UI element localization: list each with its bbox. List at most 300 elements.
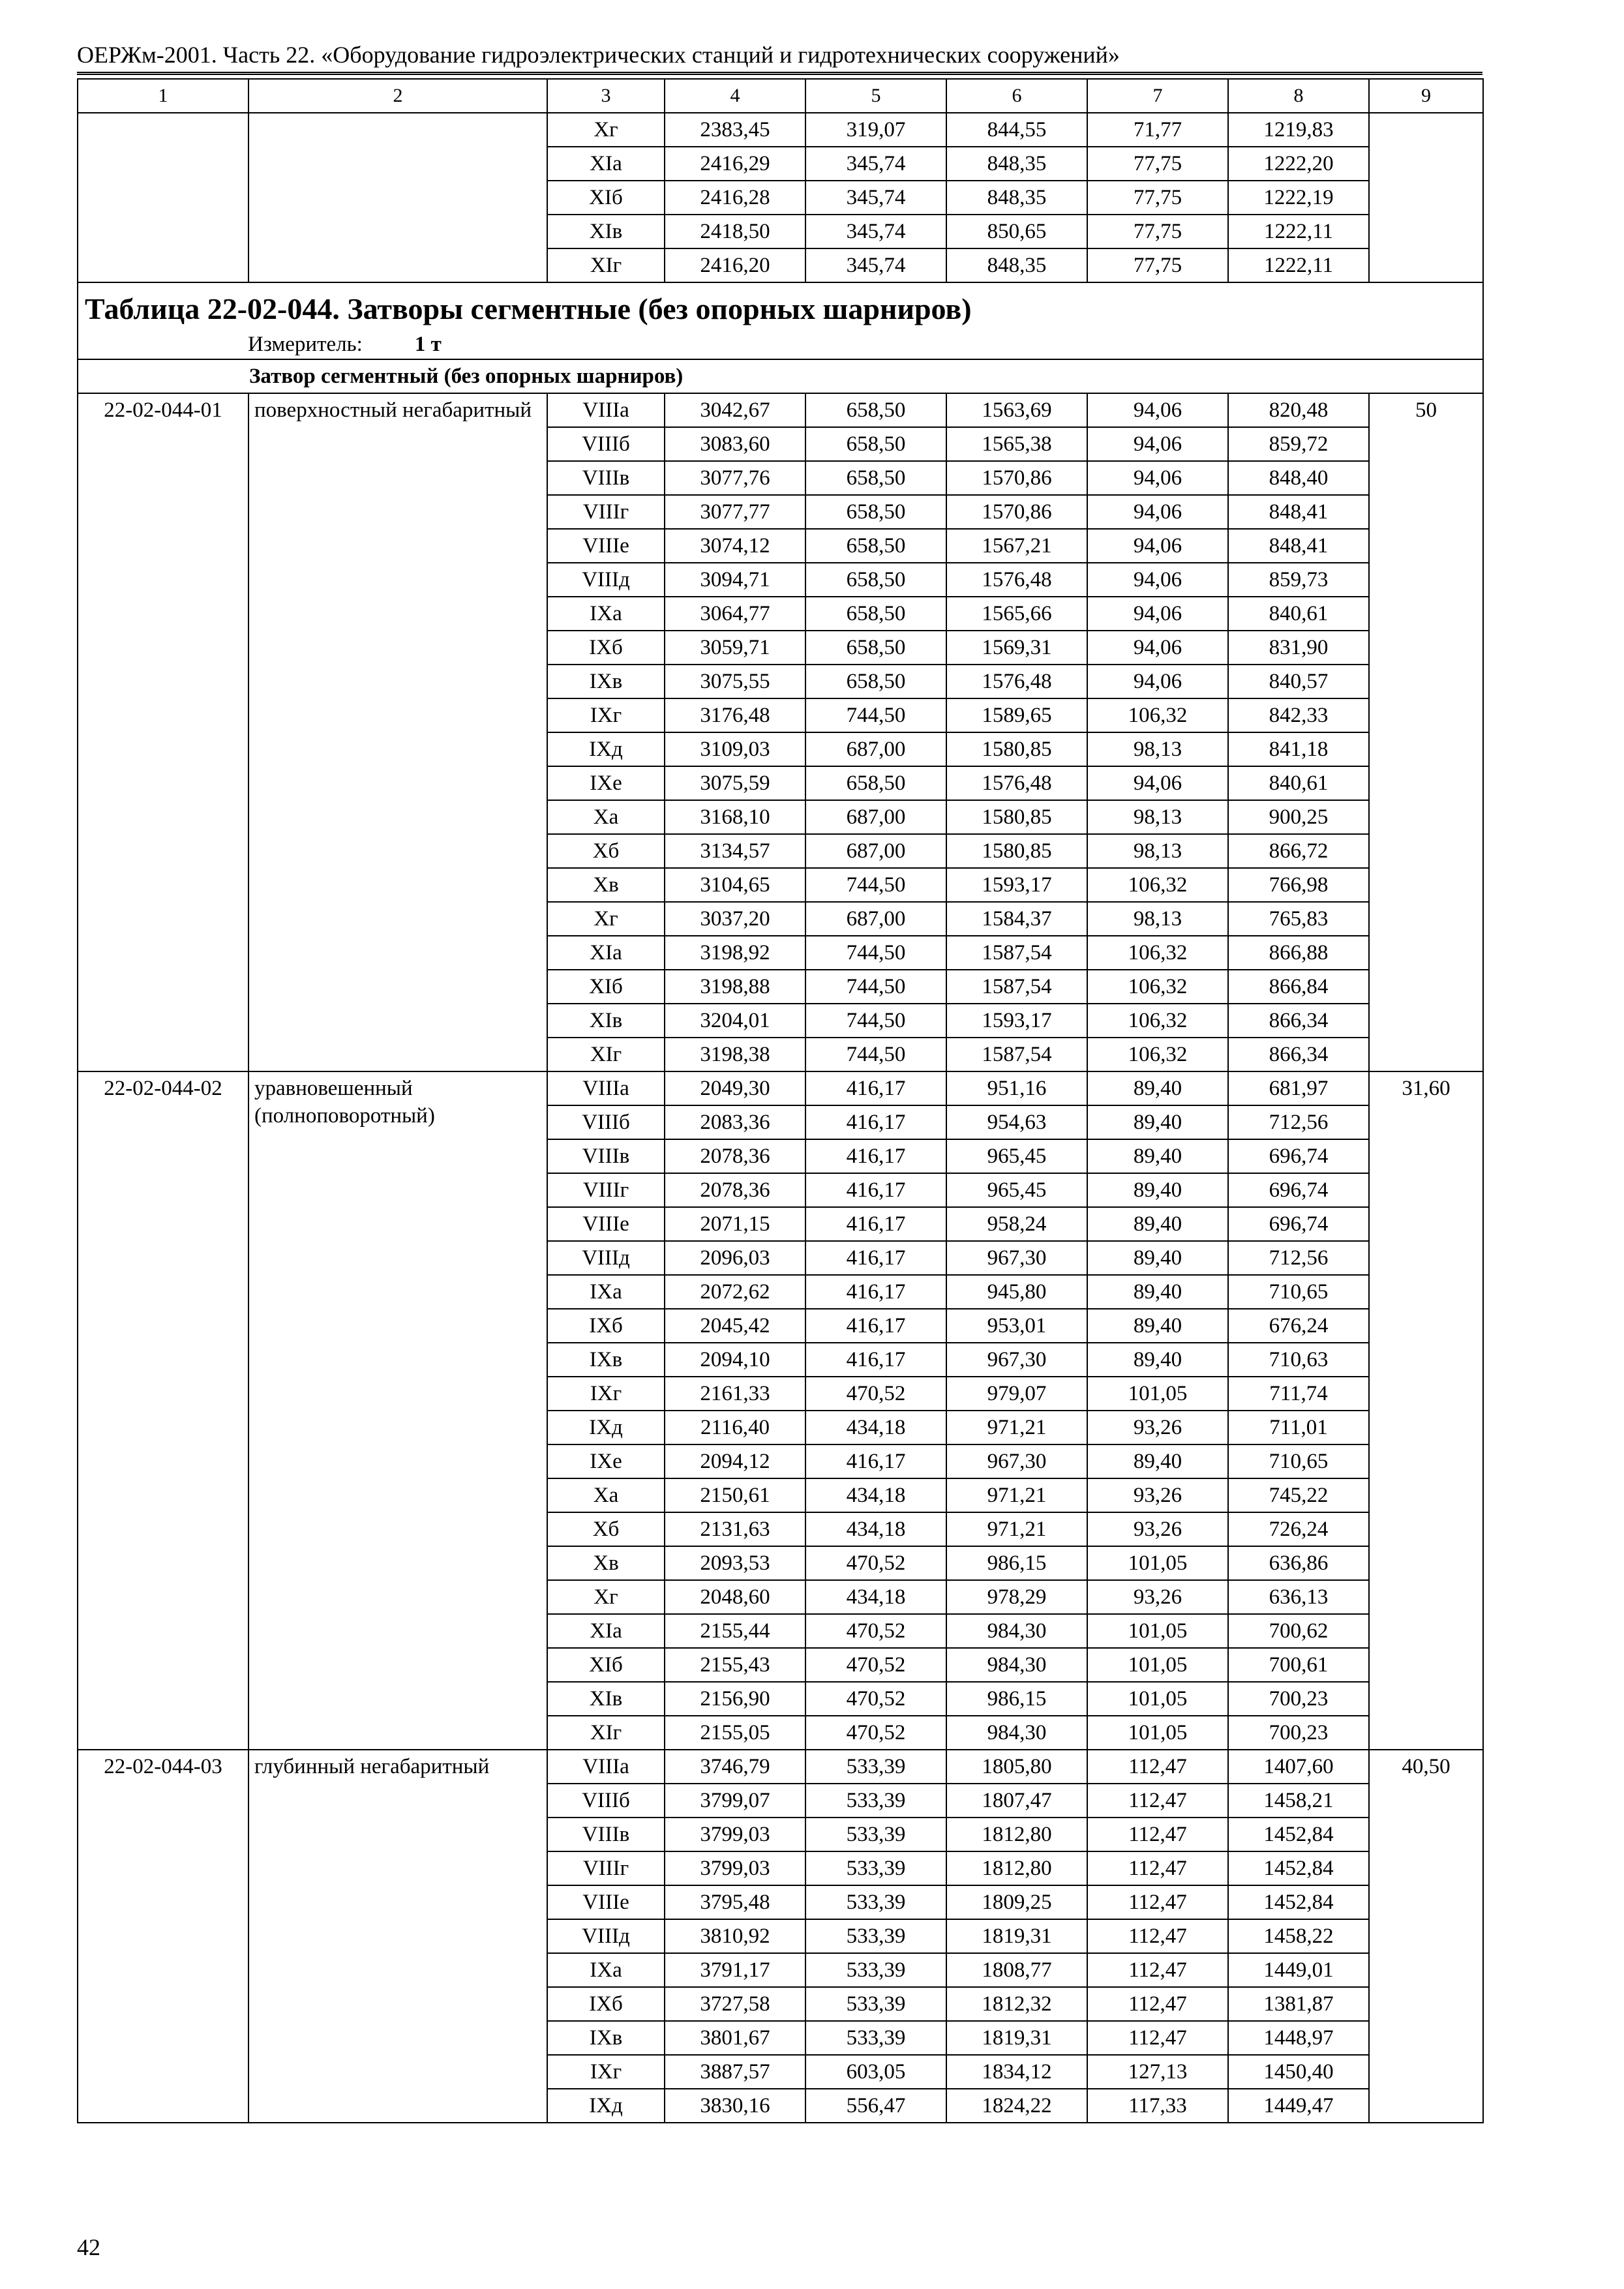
subheading-row [78, 359, 1483, 393]
table-body [78, 79, 1483, 2123]
wages-cell: 533,39 [805, 1851, 946, 1885]
region-cell: VIIIа [547, 393, 665, 427]
wages-cell: 416,17 [805, 1241, 946, 1275]
cost-total-cell: 3799,03 [665, 1818, 805, 1851]
wages-cell: 416,17 [805, 1275, 946, 1309]
wages-cell: 416,17 [805, 1071, 946, 1105]
page-header: ОЕРЖм-2001. Часть 22. «Оборудование гидроэлектрических станций и гидротехнических сооружений» [77, 38, 1482, 75]
cost-total-cell: 2155,43 [665, 1648, 805, 1682]
wages-cell: 416,17 [805, 1139, 946, 1173]
region-cell: Хг [547, 113, 665, 147]
materials-cell: 840,61 [1228, 766, 1369, 800]
materials-cell: 700,23 [1228, 1716, 1369, 1750]
region-cell: IХб [547, 1309, 665, 1343]
machines-cell: 984,30 [946, 1614, 1087, 1648]
cost-total-cell: 3059,71 [665, 631, 805, 665]
cost-total-cell: 3801,67 [665, 2021, 805, 2055]
region-cell: IХа [547, 1953, 665, 1987]
machines-cell: 1580,85 [946, 800, 1087, 834]
machines-cell: 954,63 [946, 1105, 1087, 1139]
region-cell: IХв [547, 2021, 665, 2055]
wages-cell: 744,50 [805, 970, 946, 1004]
machines-cell: 848,35 [946, 181, 1087, 215]
machines-cell: 967,30 [946, 1241, 1087, 1275]
machines-cell: 965,45 [946, 1173, 1087, 1207]
wages-cell: 434,18 [805, 1580, 946, 1614]
wages-cell: 345,74 [805, 147, 946, 181]
code-cell: 22-02-044-02 [78, 1071, 248, 1750]
wages-cell: 470,52 [805, 1716, 946, 1750]
region-cell: VIIIг [547, 1173, 665, 1207]
materials-cell: 710,65 [1228, 1275, 1369, 1309]
machines-cell: 986,15 [946, 1546, 1087, 1580]
machinist-wages-cell: 89,40 [1087, 1309, 1228, 1343]
machines-cell: 1587,54 [946, 970, 1087, 1004]
machines-cell: 1576,48 [946, 766, 1087, 800]
wages-cell: 533,39 [805, 1784, 946, 1818]
page-number: 42 [77, 2234, 100, 2260]
materials-cell: 1449,01 [1228, 1953, 1369, 1987]
region-cell: IХг [547, 698, 665, 732]
materials-cell: 840,57 [1228, 665, 1369, 698]
materials-cell: 681,97 [1228, 1071, 1369, 1105]
materials-cell: 696,74 [1228, 1139, 1369, 1173]
wages-cell: 744,50 [805, 698, 946, 732]
region-cell: VIIIв [547, 461, 665, 495]
column-number: 4 [665, 79, 805, 113]
materials-cell: 866,88 [1228, 936, 1369, 970]
materials-cell: 696,74 [1228, 1207, 1369, 1241]
materials-cell: 1452,84 [1228, 1851, 1369, 1885]
machinist-wages-cell: 101,05 [1087, 1377, 1228, 1411]
machines-cell: 1809,25 [946, 1885, 1087, 1919]
machines-cell: 1593,17 [946, 868, 1087, 902]
materials-cell: 1448,97 [1228, 2021, 1369, 2055]
materials-cell: 766,98 [1228, 868, 1369, 902]
wages-cell: 533,39 [805, 1885, 946, 1919]
cost-total-cell: 2048,60 [665, 1580, 805, 1614]
machines-cell: 1819,31 [946, 2021, 1087, 2055]
wages-cell: 470,52 [805, 1377, 946, 1411]
machines-cell: 1593,17 [946, 1004, 1087, 1038]
materials-cell: 1449,47 [1228, 2089, 1369, 2123]
cost-total-cell: 2418,50 [665, 215, 805, 248]
machinist-wages-cell: 112,47 [1087, 1885, 1228, 1919]
machinist-wages-cell: 89,40 [1087, 1173, 1228, 1207]
machines-cell: 978,29 [946, 1580, 1087, 1614]
region-cell: VIIIд [547, 1241, 665, 1275]
materials-cell: 636,13 [1228, 1580, 1369, 1614]
price-table [77, 78, 1484, 2123]
wages-cell: 744,50 [805, 936, 946, 970]
machines-cell: 1570,86 [946, 461, 1087, 495]
machinist-wages-cell: 101,05 [1087, 1546, 1228, 1580]
machinist-wages-cell: 98,13 [1087, 800, 1228, 834]
wages-cell: 687,00 [805, 800, 946, 834]
machinist-wages-cell: 94,06 [1087, 427, 1228, 461]
cost-total-cell: 2131,63 [665, 1512, 805, 1546]
column-number: 9 [1369, 79, 1483, 113]
cost-total-cell: 3074,12 [665, 529, 805, 563]
machinist-wages-cell: 106,32 [1087, 868, 1228, 902]
region-cell: ХІг [547, 1716, 665, 1750]
region-cell: VIIIе [547, 529, 665, 563]
region-cell: ХІв [547, 1004, 665, 1038]
wages-cell: 687,00 [805, 732, 946, 766]
machinist-wages-cell: 98,13 [1087, 834, 1228, 868]
materials-cell: 1458,21 [1228, 1784, 1369, 1818]
table-row [78, 1071, 1483, 1105]
wages-cell: 744,50 [805, 868, 946, 902]
machines-cell: 1565,38 [946, 427, 1087, 461]
machinist-wages-cell: 101,05 [1087, 1682, 1228, 1716]
name-cell: глубинный негабаритный [248, 1750, 547, 2123]
cost-total-cell: 3176,48 [665, 698, 805, 732]
wages-cell: 533,39 [805, 1750, 946, 1784]
region-cell: VIIIе [547, 1207, 665, 1241]
machines-cell: 1589,65 [946, 698, 1087, 732]
materials-cell: 859,73 [1228, 563, 1369, 597]
machinist-wages-cell: 94,06 [1087, 766, 1228, 800]
machines-cell: 1805,80 [946, 1750, 1087, 1784]
materials-cell: 712,56 [1228, 1241, 1369, 1275]
cost-total-cell: 3799,03 [665, 1851, 805, 1885]
machinist-wages-cell: 89,40 [1087, 1207, 1228, 1241]
materials-cell: 866,84 [1228, 970, 1369, 1004]
cost-total-cell: 3077,76 [665, 461, 805, 495]
machinist-wages-cell: 98,13 [1087, 732, 1228, 766]
materials-cell: 1450,40 [1228, 2055, 1369, 2089]
machinist-wages-cell: 127,13 [1087, 2055, 1228, 2089]
machinist-wages-cell: 93,26 [1087, 1580, 1228, 1614]
machinist-wages-cell: 106,32 [1087, 970, 1228, 1004]
wages-cell: 658,50 [805, 529, 946, 563]
measure-unit: 1 т [414, 333, 442, 356]
region-cell: ХІв [547, 215, 665, 248]
region-cell: VIIIг [547, 495, 665, 529]
region-cell: ХІа [547, 147, 665, 181]
machinist-wages-cell: 77,75 [1087, 147, 1228, 181]
wages-cell: 658,50 [805, 495, 946, 529]
machines-cell: 967,30 [946, 1343, 1087, 1377]
machinist-wages-cell: 89,40 [1087, 1241, 1228, 1275]
cost-total-cell: 2416,28 [665, 181, 805, 215]
materials-cell: 866,34 [1228, 1038, 1369, 1071]
name-cell: поверхностный негабаритный [248, 393, 547, 1071]
machines-cell: 1580,85 [946, 834, 1087, 868]
materials-cell: 866,34 [1228, 1004, 1369, 1038]
machines-cell: 1567,21 [946, 529, 1087, 563]
wages-cell: 470,52 [805, 1546, 946, 1580]
wages-cell: 744,50 [805, 1004, 946, 1038]
region-cell: IХа [547, 597, 665, 631]
region-cell: ХІб [547, 970, 665, 1004]
machines-cell: 1819,31 [946, 1919, 1087, 1953]
machinist-wages-cell: 101,05 [1087, 1614, 1228, 1648]
region-cell: IХд [547, 2089, 665, 2123]
region-cell: Ха [547, 800, 665, 834]
cost-total-cell: 2416,20 [665, 248, 805, 282]
machinist-wages-cell: 94,06 [1087, 631, 1228, 665]
cost-total-cell: 2083,36 [665, 1105, 805, 1139]
wages-cell: 416,17 [805, 1444, 946, 1478]
materials-cell: 1222,11 [1228, 248, 1369, 282]
machines-cell: 986,15 [946, 1682, 1087, 1716]
cost-total-cell: 3104,65 [665, 868, 805, 902]
region-cell: Ха [547, 1478, 665, 1512]
wages-cell: 416,17 [805, 1309, 946, 1343]
price-cell: 50 [1369, 393, 1483, 1071]
cost-total-cell: 2155,05 [665, 1716, 805, 1750]
machines-cell: 958,24 [946, 1207, 1087, 1241]
machines-cell: 971,21 [946, 1411, 1087, 1444]
table-title: Таблица 22-02-044. Затворы сегментные (без опорных шарниров) [85, 292, 972, 325]
wages-cell: 533,39 [805, 2021, 946, 2055]
cost-total-cell: 2116,40 [665, 1411, 805, 1444]
materials-cell: 711,74 [1228, 1377, 1369, 1411]
machinist-wages-cell: 89,40 [1087, 1275, 1228, 1309]
region-cell: IХд [547, 1411, 665, 1444]
materials-cell: 712,56 [1228, 1105, 1369, 1139]
materials-cell: 866,72 [1228, 834, 1369, 868]
wages-cell: 658,50 [805, 665, 946, 698]
machinist-wages-cell: 77,75 [1087, 248, 1228, 282]
wages-cell: 658,50 [805, 563, 946, 597]
region-cell: VIIIг [547, 1851, 665, 1885]
region-cell: ХІа [547, 936, 665, 970]
cost-total-cell: 2078,36 [665, 1173, 805, 1207]
materials-cell: 1222,11 [1228, 215, 1369, 248]
region-cell: IХв [547, 665, 665, 698]
machines-cell: 1808,77 [946, 1953, 1087, 1987]
wages-cell: 556,47 [805, 2089, 946, 2123]
machinist-wages-cell: 89,40 [1087, 1139, 1228, 1173]
code-cell: 22-02-044-03 [78, 1750, 248, 2123]
machines-cell: 850,65 [946, 215, 1087, 248]
machinist-wages-cell: 93,26 [1087, 1411, 1228, 1444]
region-cell: VIIIа [547, 1750, 665, 1784]
machinist-wages-cell: 89,40 [1087, 1343, 1228, 1377]
materials-cell: 700,62 [1228, 1614, 1369, 1648]
cost-total-cell: 3204,01 [665, 1004, 805, 1038]
materials-cell: 848,40 [1228, 461, 1369, 495]
cost-total-cell: 3887,57 [665, 2055, 805, 2089]
cost-total-cell: 2161,33 [665, 1377, 805, 1411]
materials-cell: 841,18 [1228, 732, 1369, 766]
table-row [78, 393, 1483, 427]
wages-cell: 345,74 [805, 248, 946, 282]
materials-cell: 1222,20 [1228, 147, 1369, 181]
region-cell: VIIIб [547, 1784, 665, 1818]
machinist-wages-cell: 106,32 [1087, 936, 1228, 970]
cost-total-cell: 3094,71 [665, 563, 805, 597]
cost-total-cell: 3198,92 [665, 936, 805, 970]
materials-cell: 745,22 [1228, 1478, 1369, 1512]
region-cell: Хг [547, 1580, 665, 1614]
cost-total-cell: 2045,42 [665, 1309, 805, 1343]
machinist-wages-cell: 71,77 [1087, 113, 1228, 147]
wages-cell: 345,74 [805, 215, 946, 248]
machines-cell: 1812,80 [946, 1818, 1087, 1851]
machinist-wages-cell: 101,05 [1087, 1648, 1228, 1682]
materials-cell: 696,74 [1228, 1173, 1369, 1207]
materials-cell: 900,25 [1228, 800, 1369, 834]
machines-cell: 1587,54 [946, 936, 1087, 970]
wages-cell: 658,50 [805, 766, 946, 800]
machinist-wages-cell: 94,06 [1087, 665, 1228, 698]
code-cell [78, 113, 248, 282]
materials-cell: 700,23 [1228, 1682, 1369, 1716]
price-cell [1369, 113, 1483, 282]
region-cell: VIIIд [547, 563, 665, 597]
region-cell: ХІг [547, 1038, 665, 1071]
machines-cell: 967,30 [946, 1444, 1087, 1478]
machinist-wages-cell: 93,26 [1087, 1478, 1228, 1512]
cost-total-cell: 3134,57 [665, 834, 805, 868]
table-row [78, 1750, 1483, 1784]
cost-total-cell: 3168,10 [665, 800, 805, 834]
column-number-row [78, 79, 1483, 113]
region-cell: ХІг [547, 248, 665, 282]
materials-cell: 710,65 [1228, 1444, 1369, 1478]
column-number: 5 [805, 79, 946, 113]
machinist-wages-cell: 77,75 [1087, 215, 1228, 248]
machinist-wages-cell: 89,40 [1087, 1444, 1228, 1478]
machines-cell: 1580,85 [946, 732, 1087, 766]
machines-cell: 984,30 [946, 1648, 1087, 1682]
machines-cell: 844,55 [946, 113, 1087, 147]
region-cell: IХг [547, 2055, 665, 2089]
machines-cell: 953,01 [946, 1309, 1087, 1343]
wages-cell: 603,05 [805, 2055, 946, 2089]
machines-cell: 1807,47 [946, 1784, 1087, 1818]
measure-unit-line [85, 330, 1476, 359]
code-cell: 22-02-044-01 [78, 393, 248, 1071]
region-cell: VIIIв [547, 1139, 665, 1173]
machinist-wages-cell: 117,33 [1087, 2089, 1228, 2123]
machinist-wages-cell: 112,47 [1087, 1851, 1228, 1885]
column-number: 2 [248, 79, 547, 113]
machines-cell: 1812,32 [946, 1987, 1087, 2021]
column-number: 8 [1228, 79, 1369, 113]
wages-cell: 470,52 [805, 1648, 946, 1682]
wages-cell: 470,52 [805, 1614, 946, 1648]
region-cell: VIIIд [547, 1919, 665, 1953]
machines-cell: 1587,54 [946, 1038, 1087, 1071]
region-cell: ХІв [547, 1682, 665, 1716]
cost-total-cell: 2096,03 [665, 1241, 805, 1275]
materials-cell: 831,90 [1228, 631, 1369, 665]
materials-cell: 1219,83 [1228, 113, 1369, 147]
machines-cell: 1563,69 [946, 393, 1087, 427]
column-number: 3 [547, 79, 665, 113]
materials-cell: 1452,84 [1228, 1885, 1369, 1919]
machinist-wages-cell: 94,06 [1087, 529, 1228, 563]
region-cell: IХб [547, 631, 665, 665]
region-cell: IХе [547, 766, 665, 800]
machinist-wages-cell: 77,75 [1087, 181, 1228, 215]
region-cell: Хб [547, 834, 665, 868]
machines-cell: 1834,12 [946, 2055, 1087, 2089]
wages-cell: 434,18 [805, 1512, 946, 1546]
machinist-wages-cell: 106,32 [1087, 698, 1228, 732]
region-cell: Хв [547, 868, 665, 902]
cost-total-cell: 3198,38 [665, 1038, 805, 1071]
machines-cell: 1812,80 [946, 1851, 1087, 1885]
name-cell [248, 113, 547, 282]
wages-cell: 533,39 [805, 1953, 946, 1987]
machines-cell: 1570,86 [946, 495, 1087, 529]
cost-total-cell: 2094,10 [665, 1343, 805, 1377]
region-cell: Хб [547, 1512, 665, 1546]
wages-cell: 416,17 [805, 1173, 946, 1207]
machinist-wages-cell: 112,47 [1087, 1750, 1228, 1784]
cost-total-cell: 3727,58 [665, 1987, 805, 2021]
machinist-wages-cell: 94,06 [1087, 495, 1228, 529]
table-title-cell [78, 282, 1483, 359]
materials-cell: 840,61 [1228, 597, 1369, 631]
machinist-wages-cell: 112,47 [1087, 1953, 1228, 1987]
wages-cell: 345,74 [805, 181, 946, 215]
materials-cell: 1452,84 [1228, 1818, 1369, 1851]
machinist-wages-cell: 94,06 [1087, 563, 1228, 597]
cost-total-cell: 3795,48 [665, 1885, 805, 1919]
machines-cell: 1584,37 [946, 902, 1087, 936]
region-cell: ХІб [547, 1648, 665, 1682]
materials-cell: 842,33 [1228, 698, 1369, 732]
subheading: Затвор сегментный (без опорных шарниров) [78, 359, 1483, 393]
region-cell: VIIIе [547, 1885, 665, 1919]
wages-cell: 658,50 [805, 597, 946, 631]
region-cell: ХІа [547, 1614, 665, 1648]
region-cell: VIIIб [547, 427, 665, 461]
cost-total-cell: 2383,45 [665, 113, 805, 147]
machinist-wages-cell: 112,47 [1087, 1919, 1228, 1953]
wages-cell: 434,18 [805, 1478, 946, 1512]
wages-cell: 416,17 [805, 1207, 946, 1241]
machines-cell: 1565,66 [946, 597, 1087, 631]
region-cell: IХб [547, 1987, 665, 2021]
wages-cell: 470,52 [805, 1682, 946, 1716]
materials-cell: 710,63 [1228, 1343, 1369, 1377]
materials-cell: 711,01 [1228, 1411, 1369, 1444]
measure-label: Измеритель: [248, 333, 363, 356]
table-row [78, 113, 1483, 147]
cost-total-cell: 2156,90 [665, 1682, 805, 1716]
machines-cell: 979,07 [946, 1377, 1087, 1411]
wages-cell: 658,50 [805, 461, 946, 495]
region-cell: IХв [547, 1343, 665, 1377]
cost-total-cell: 3083,60 [665, 427, 805, 461]
materials-cell: 726,24 [1228, 1512, 1369, 1546]
wages-cell: 533,39 [805, 1818, 946, 1851]
machinist-wages-cell: 94,06 [1087, 393, 1228, 427]
cost-total-cell: 3064,77 [665, 597, 805, 631]
wages-cell: 658,50 [805, 631, 946, 665]
region-cell: VIIIб [547, 1105, 665, 1139]
region-cell: IХд [547, 732, 665, 766]
region-cell: ХІб [547, 181, 665, 215]
name-cell: уравновешенный (полноповоротный) [248, 1071, 547, 1750]
machinist-wages-cell: 112,47 [1087, 1818, 1228, 1851]
materials-cell: 700,61 [1228, 1648, 1369, 1682]
machines-cell: 1576,48 [946, 563, 1087, 597]
wages-cell: 416,17 [805, 1343, 946, 1377]
cost-total-cell: 2416,29 [665, 147, 805, 181]
materials-cell: 1381,87 [1228, 1987, 1369, 2021]
cost-total-cell: 2071,15 [665, 1207, 805, 1241]
region-cell: Хв [547, 1546, 665, 1580]
